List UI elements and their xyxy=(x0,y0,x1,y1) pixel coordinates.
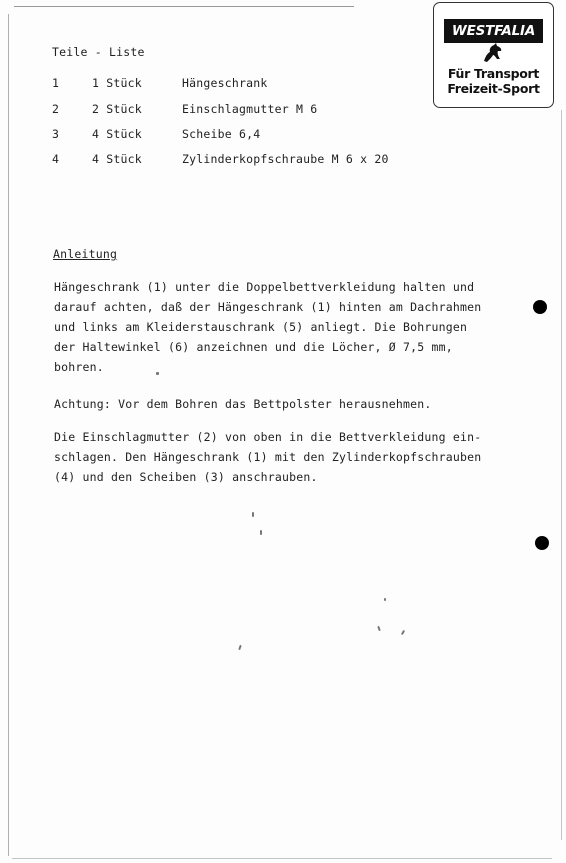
horse-emblem-icon xyxy=(480,41,506,65)
part-quantity: 4 Stück xyxy=(92,152,142,166)
part-number: 2 xyxy=(52,102,60,116)
part-quantity: 1 Stück xyxy=(92,76,142,90)
part-name: Zylinderkopfschraube M 6 x 20 xyxy=(182,152,389,166)
scan-edge-bottom xyxy=(12,858,552,859)
instructions-paragraph-1 xyxy=(54,277,481,377)
punch-hole xyxy=(533,300,547,314)
text-line: der Haltewinkel (6) anzeichnen und die Löcher, Ø 7,5 mm, xyxy=(54,340,453,354)
scan-speck xyxy=(260,530,262,535)
part-name: Scheibe 6,4 xyxy=(182,127,261,141)
punch-hole xyxy=(535,536,549,550)
scan-speck xyxy=(156,372,159,375)
scan-speck xyxy=(401,630,405,635)
part-number: 1 xyxy=(52,76,60,90)
part-name: Einschlagmutter M 6 xyxy=(182,102,318,116)
logo-brand-bar: WESTFALIA xyxy=(444,19,543,43)
logo-tagline-2: Freizeit-Sport xyxy=(447,81,540,96)
westfalia-logo xyxy=(433,2,554,108)
parts-list-title: Teile - Liste xyxy=(52,45,145,59)
text-line: und links am Kleiderstauschrank (5) anliegt. Die Bohrungen xyxy=(54,320,468,334)
text-line: Die Einschlagmutter (2) von oben in die Bettverkleidung ein- xyxy=(54,430,482,444)
text-line: darauf achten, daß der Hängeschrank (1) hinten am Dachrahmen xyxy=(54,300,482,314)
logo-tagline-1: Für Transport xyxy=(447,66,540,81)
scan-speck xyxy=(377,626,381,631)
text-line: schlagen. Den Hängeschrank (1) mit den Zylinderkopfschrauben xyxy=(54,450,482,464)
text-line: Hängeschrank (1) unter die Doppelbettverkleidung halten und xyxy=(54,280,475,294)
scan-speck xyxy=(384,598,386,601)
part-quantity: 2 Stück xyxy=(92,102,142,116)
text-line: Achtung: Vor dem Bohren das Bettpolster herausnehmen. xyxy=(54,397,432,411)
text-line: (4) und den Scheiben (3) anschrauben. xyxy=(54,470,318,484)
text-line: bohren. xyxy=(54,360,104,374)
scan-edge-top xyxy=(14,6,354,7)
part-number: 3 xyxy=(52,127,60,141)
scan-edge-left xyxy=(8,14,9,856)
instructions-heading: Anleitung xyxy=(53,247,118,261)
part-name: Hängeschrank xyxy=(182,76,268,90)
instructions-warning xyxy=(54,394,432,414)
scan-speck xyxy=(238,645,242,650)
instructions-paragraph-3 xyxy=(54,427,481,487)
scan-edge-right xyxy=(561,110,562,840)
scan-speck xyxy=(252,512,254,517)
part-quantity: 4 Stück xyxy=(92,127,142,141)
part-number: 4 xyxy=(52,152,60,166)
